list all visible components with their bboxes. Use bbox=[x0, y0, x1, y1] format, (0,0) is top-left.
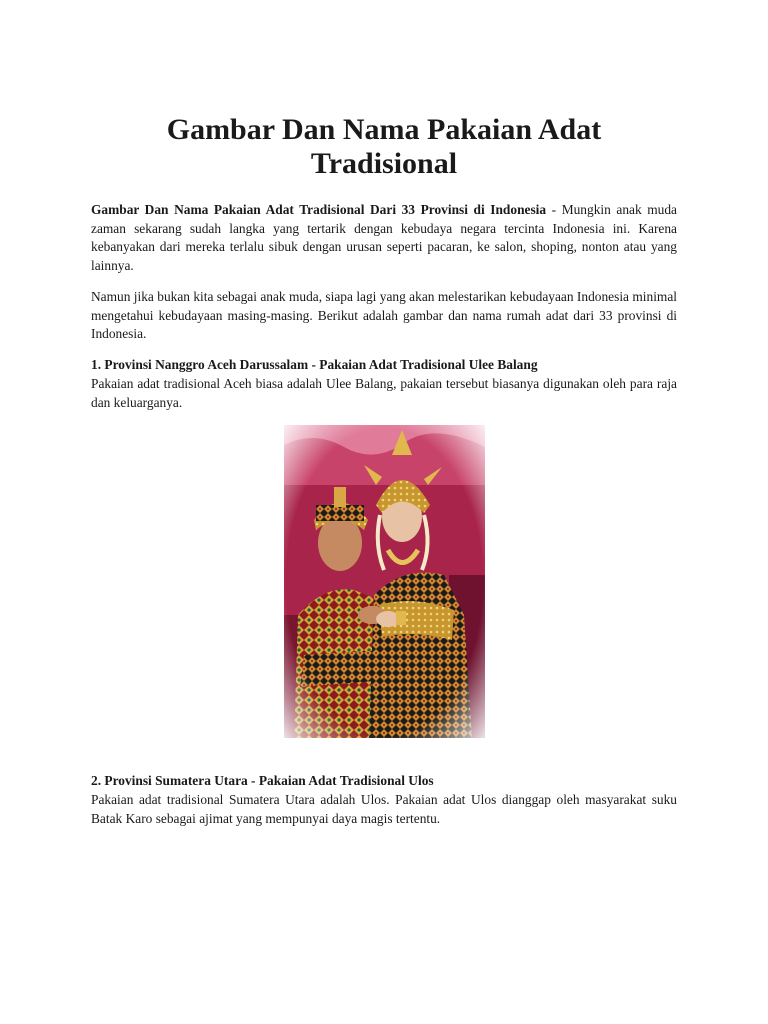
intro-lead-rest: - Mungkin anak muda zaman sekarang sudah langka yang tertarik dengan kebudaya negara tercinta Indonesia ini. Karena kebanyakan dari mereka terlalu sibuk dengan urusan seperti pacaran, ke salon, shoping, nonton atau yang lainnya. bbox=[91, 202, 677, 273]
section-2-heading: 2. Provinsi Sumatera Utara - Pakaian Adat Tradisional Ulos bbox=[91, 773, 434, 788]
section-1-heading: 1. Provinsi Nanggro Aceh Darussalam - Pakaian Adat Tradisional Ulee Balang bbox=[91, 357, 538, 372]
section-1-text: Pakaian adat tradisional Aceh biasa adalah Ulee Balang, pakaian tersebut biasanya digunakan oleh para raja dan keluarganya. bbox=[91, 376, 677, 410]
page-title bbox=[91, 113, 677, 181]
intro-lead-bold: Gambar Dan Nama Pakaian Adat Tradisional Dari 33 Provinsi di Indonesia bbox=[91, 202, 547, 217]
paragraph-2: Namun jika bukan kita sebagai anak muda, siapa lagi yang akan melestarikan kebudayaan Indonesia minimal mengetahui kebudayaan masing-masing. Berikut adalah gambar dan nama rumah adat dari 33 provinsi di Indonesia. bbox=[91, 289, 677, 341]
section-2-text: Pakaian adat tradisional Sumatera Utara adalah Ulos. Pakaian adat Ulos dianggap oleh masyarakat suku Batak Karo sebagai ajimat yang mempunyai daya magis tertentu. bbox=[91, 792, 677, 826]
title-line-1: Gambar Dan Nama Pakaian Adat bbox=[166, 113, 602, 146]
intro-paragraph bbox=[91, 201, 677, 275]
title-line-2: Tradisional bbox=[310, 147, 458, 180]
aceh-costume-photo bbox=[284, 425, 485, 738]
